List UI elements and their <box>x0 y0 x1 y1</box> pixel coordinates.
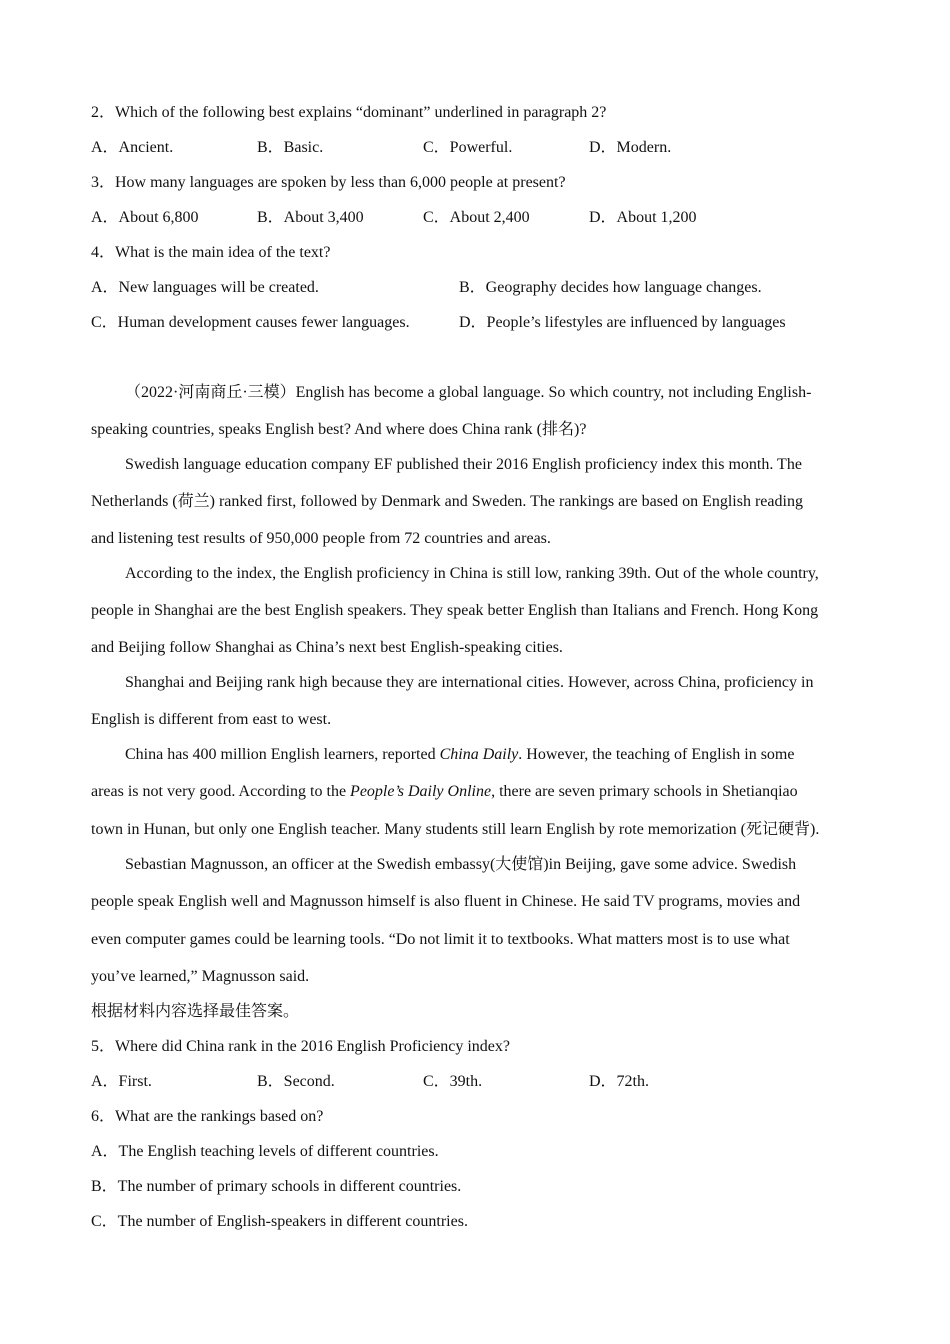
passage-p5-line-1-text-a: China has 400 million English learners, reported <box>125 746 440 763</box>
passage-p3-line-3: and Beijing follow Shanghai as China’s next best English-speaking cities. <box>91 639 563 656</box>
question-6-option-c[interactable]: C．The number of English-speakers in different countries. <box>91 1213 468 1230</box>
passage-p4-line-2: English is different from east to west. <box>91 711 332 728</box>
question-4-option-b[interactable]: B．Geography decides how language changes. <box>459 279 762 296</box>
question-5-option-b[interactable]: B．Second. <box>257 1073 335 1090</box>
question-4-stem: 4．What is the main idea of the text? <box>91 244 331 261</box>
question-6-stem: 6．What are the rankings based on? <box>91 1108 324 1125</box>
source-china-daily: China Daily <box>439 746 519 763</box>
source-peoples-daily-online: People’s Daily Online <box>350 783 492 800</box>
passage-p5-line-1-text-c: . However, the teaching of English in some <box>518 746 795 763</box>
question-3-option-a[interactable]: A．About 6,800 <box>91 209 199 226</box>
passage-p2-line-3: and listening test results of 950,000 people from 72 countries and areas. <box>91 530 551 547</box>
passage-p1-line-1: （2022·河南商丘·三模）English has become a global language. So which country, not including English- <box>125 384 812 401</box>
question-2-option-c[interactable]: C．Powerful. <box>423 139 513 156</box>
question-2-option-b[interactable]: B．Basic. <box>257 139 324 156</box>
question-3-option-b[interactable]: B．About 3,400 <box>257 209 364 226</box>
passage-p5-line-3: town in Hunan, but only one English teacher. Many students still learn English by rote memorization (死记硬背). <box>91 821 820 838</box>
passage-p5-line-2-text-a: areas is not very good. According to the <box>91 783 351 800</box>
passage-p4-line-1: Shanghai and Beijing rank high because they are international cities. However, across China, proficiency in <box>125 674 814 691</box>
passage-p6-line-2: people speak English well and Magnusson himself is also fluent in Chinese. He said TV programs, movies and <box>91 893 801 910</box>
question-4-option-d[interactable]: D．People’s lifestyles are influenced by languages <box>459 314 786 331</box>
question-5-stem: 5．Where did China rank in the 2016 English Proficiency index? <box>91 1038 511 1055</box>
passage-p6-line-3: even computer games could be learning tools. “Do not limit it to textbooks. What matters most is to use what <box>91 931 790 948</box>
passage-p3-line-1: According to the index, the English proficiency in China is still low, ranking 39th. Out of the whole country, <box>125 565 819 582</box>
question-3-stem: 3．How many languages are spoken by less than 6,000 people at present? <box>91 174 566 191</box>
passage-p1-line-2: speaking countries, speaks English best? And where does China rank (排名)? <box>91 421 587 438</box>
question-4-option-a[interactable]: A．New languages will be created. <box>91 279 319 296</box>
question-6-option-b[interactable]: B．The number of primary schools in different countries. <box>91 1178 462 1195</box>
question-6-option-a[interactable]: A．The English teaching levels of different countries. <box>91 1143 439 1160</box>
question-3-option-d[interactable]: D．About 1,200 <box>589 209 697 226</box>
passage-p6-line-1: Sebastian Magnusson, an officer at the Swedish embassy(大使馆)in Beijing, gave some advice. Swedish <box>125 856 797 873</box>
passage-p3-line-2: people in Shanghai are the best English speakers. They speak better English than Italians and French. Hong Kong <box>91 602 819 619</box>
question-5-option-a[interactable]: A．First. <box>91 1073 152 1090</box>
passage-p5-line-2 <box>91 782 798 802</box>
question-3-option-c[interactable]: C．About 2,400 <box>423 209 530 226</box>
question-5-option-d[interactable]: D．72th. <box>589 1073 650 1090</box>
question-2-option-d[interactable]: D．Modern. <box>589 139 672 156</box>
question-4-option-c[interactable]: C．Human development causes fewer languages. <box>91 314 410 331</box>
instruction-text: 根据材料内容选择最佳答案。 <box>91 1003 300 1020</box>
passage-p5-line-1 <box>125 745 794 765</box>
passage-p5-line-2-text-c: , there are seven primary schools in Shetianqiao <box>491 783 798 800</box>
passage-p2-line-2: Netherlands (荷兰) ranked first, followed by Denmark and Sweden. The rankings are based on English reading <box>91 493 803 510</box>
passage-p2-line-1: Swedish language education company EF published their 2016 English proficiency index this month. The <box>125 456 802 473</box>
question-5-option-c[interactable]: C．39th. <box>423 1073 483 1090</box>
question-2-stem: 2．Which of the following best explains “dominant” underlined in paragraph 2? <box>91 104 607 121</box>
passage-p6-line-4: you’ve learned,” Magnusson said. <box>91 968 310 985</box>
question-2-option-a[interactable]: A．Ancient. <box>91 139 174 156</box>
